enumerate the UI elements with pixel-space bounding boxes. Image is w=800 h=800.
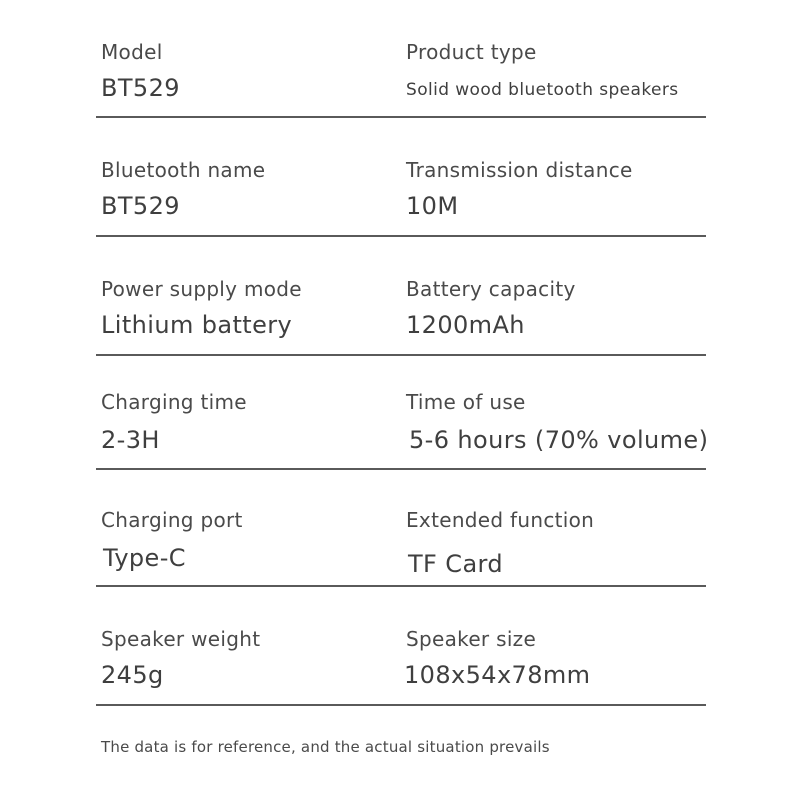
spec-value: BT529 bbox=[101, 192, 180, 220]
spec-table bbox=[96, 0, 709, 706]
spec-row-charging-port bbox=[96, 470, 706, 587]
spec-label: Time of use bbox=[406, 390, 526, 414]
spec-value: 245g bbox=[101, 661, 164, 689]
spec-label: Speaker size bbox=[406, 627, 537, 651]
spec-label: Product type bbox=[406, 40, 537, 64]
spec-label: Extended function bbox=[406, 508, 595, 532]
spec-label: Bluetooth name bbox=[101, 158, 266, 182]
spec-label: Battery capacity bbox=[406, 277, 576, 301]
spec-value: Type-C bbox=[103, 544, 186, 572]
spec-label: Speaker weight bbox=[101, 627, 261, 651]
spec-value: 5-6 hours (70% volume) bbox=[409, 426, 709, 454]
spec-label: Charging time bbox=[101, 390, 247, 414]
spec-value: 2-3H bbox=[101, 426, 160, 454]
spec-label: Charging port bbox=[101, 508, 243, 532]
spec-row-model bbox=[96, 0, 706, 118]
footnote: The data is for reference, and the actual situation prevails bbox=[101, 738, 550, 756]
spec-label: Transmission distance bbox=[406, 158, 633, 182]
spec-value: TF Card bbox=[408, 550, 504, 578]
spec-row-charging-time bbox=[96, 356, 709, 470]
spec-value: 10M bbox=[406, 192, 459, 220]
spec-row-speaker bbox=[96, 587, 706, 706]
spec-value: Solid wood bluetooth speakers bbox=[406, 80, 679, 100]
spec-label: Model bbox=[101, 40, 163, 64]
spec-value: Lithium battery bbox=[101, 311, 293, 339]
spec-row-bluetooth bbox=[96, 118, 706, 237]
spec-row-power bbox=[96, 237, 706, 356]
spec-value: BT529 bbox=[101, 74, 180, 102]
spec-label: Power supply mode bbox=[101, 277, 302, 301]
spec-value: 1200mAh bbox=[406, 311, 525, 339]
spec-value: 108x54x78mm bbox=[404, 661, 591, 689]
